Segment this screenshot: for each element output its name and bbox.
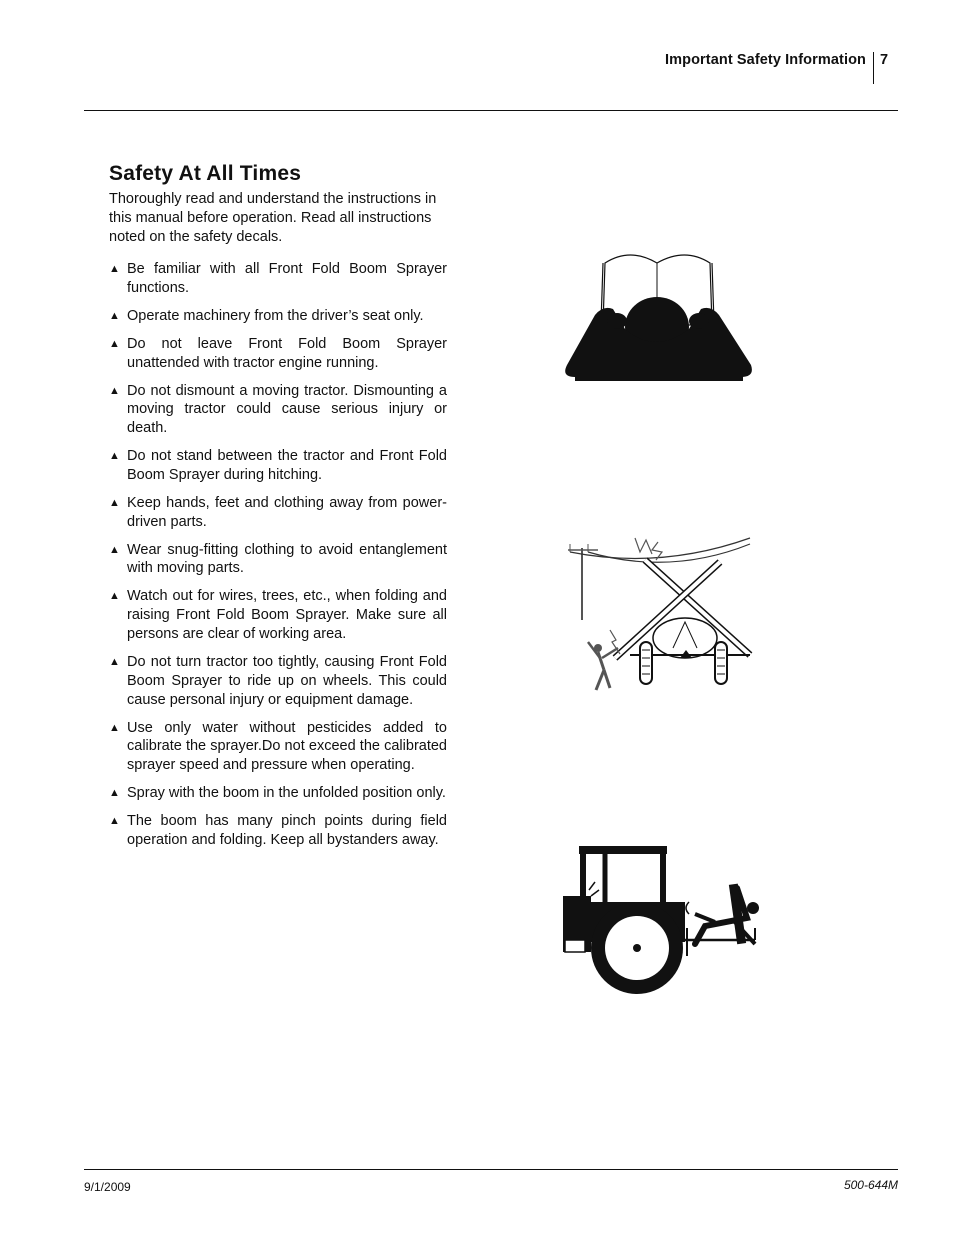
warning-triangle-icon: ▲ [109, 543, 120, 556]
warning-triangle-icon: ▲ [109, 450, 120, 463]
warning-triangle-icon: ▲ [109, 590, 120, 603]
intro-paragraph: Thoroughly read and understand the instructions in this manual before operation. Read all instructions noted on the safety decals. [109, 191, 437, 245]
bullet-item: ▲ Operate machinery from the driver’s seat only. [109, 307, 424, 324]
warning-triangle-icon: ▲ [109, 787, 120, 800]
reading-manual-illustration [555, 245, 760, 385]
bullet-item: ▲ Be familiar with all Front Fold Boom Sprayer functions. [109, 261, 447, 296]
footer-rule [84, 1169, 898, 1170]
page-number: 7 [880, 52, 889, 68]
bullet-item: ▲ Use only water without pesticides added to calibrate the sprayer.Do not exceed the calibrated sprayer speed and pressure when operating. [109, 719, 447, 774]
section-title: Safety At All Times [109, 162, 302, 185]
bullet-item: ▲ Do not leave Front Fold Boom Sprayer unattended with tractor engine running. [109, 335, 447, 371]
bullet-item: ▲ Keep hands, feet and clothing away from power-driven parts. [109, 494, 447, 530]
warning-triangle-icon: ▲ [109, 496, 120, 509]
warning-triangle-icon: ▲ [109, 384, 120, 397]
safety-bullet-list [109, 260, 447, 859]
warning-triangle-icon: ▲ [109, 309, 120, 322]
footer-date: 9/1/2009 [84, 1180, 131, 1194]
warning-triangle-icon: ▲ [109, 337, 120, 350]
power-line-hazard-illustration [560, 530, 760, 695]
warning-triangle-icon: ▲ [109, 263, 120, 275]
warning-triangle-icon: ▲ [109, 815, 120, 828]
header-title: Important Safety Information [665, 52, 866, 68]
bullet-item: ▲ Spray with the boom in the unfolded position only. [109, 785, 446, 802]
document-number: 500-644M [843, 1178, 898, 1192]
warning-triangle-icon: ▲ [109, 721, 120, 734]
bullet-item: ▲ Wear snug-fitting clothing to avoid entanglement with moving parts. [109, 541, 447, 577]
bullet-item: ▲ Do not turn tractor too tightly, causing Front Fold Boom Sprayer to ride up on wheels. This could cause personal injury or equipment damage. [109, 654, 447, 708]
warning-triangle-icon: ▲ [109, 656, 120, 669]
bullet-item: ▲ Do not dismount a moving tractor. Dismounting a moving tractor could cause serious injury or death. [109, 382, 447, 437]
header-rule [84, 110, 898, 111]
bullet-item: ▲ The boom has many pinch points during field operation and folding. Keep all bystanders away. [109, 813, 447, 848]
bullet-item: ▲ Do not stand between the tractor and Front Fold Boom Sprayer during hitching. [109, 448, 447, 483]
bullet-item: ▲ Watch out for wires, trees, etc., when folding and raising Front Fold Boom Sprayer. Make sure all persons are clear of working area. [109, 588, 447, 643]
header-separator [873, 52, 874, 84]
tractor-hitch-hazard-illustration [555, 840, 770, 1000]
